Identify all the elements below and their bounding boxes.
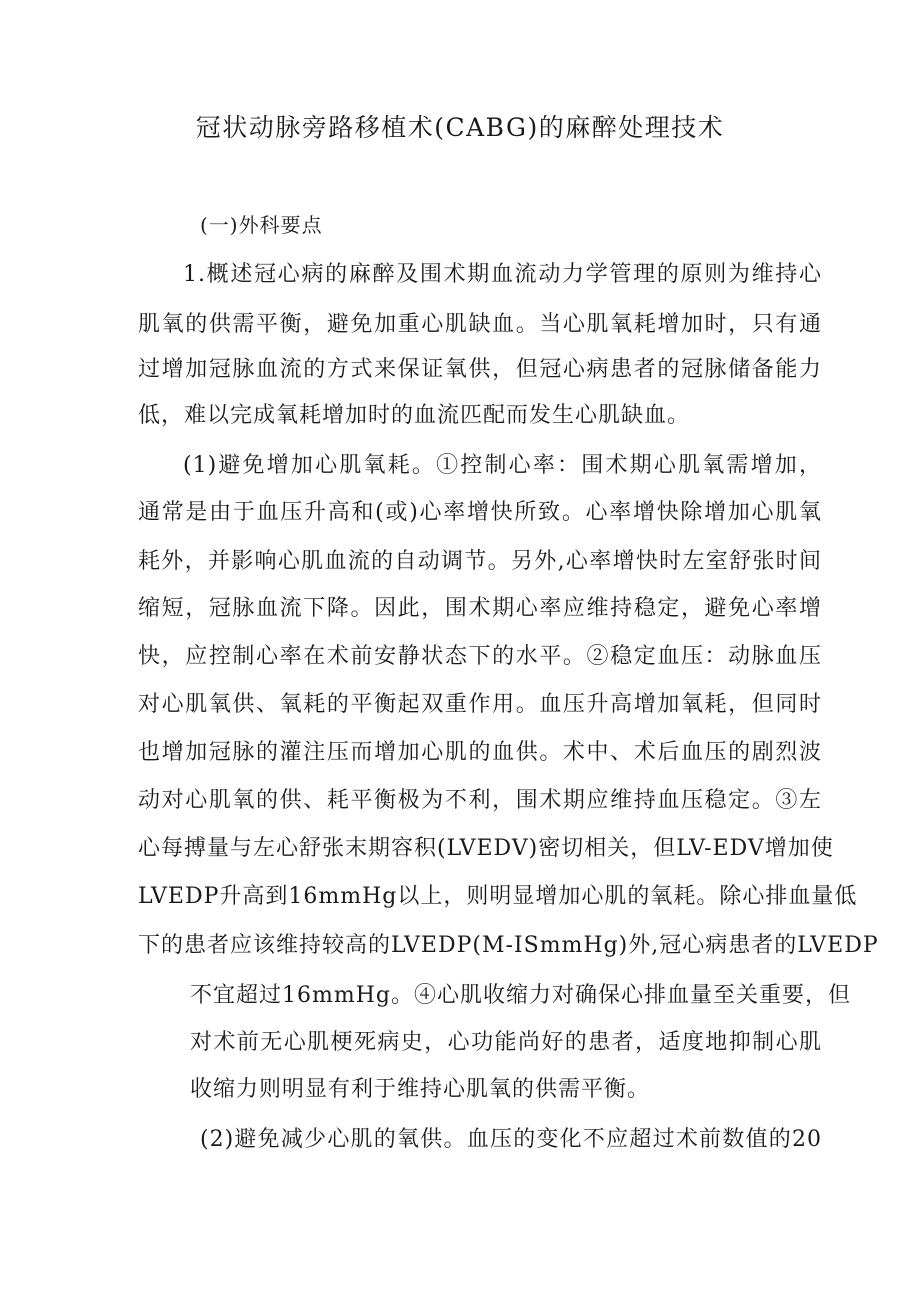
paragraph-2-line-4: 缩短，冠脉血流下降。因此，围术期心率应维持稳定，避免心率增: [138, 596, 822, 621]
paragraph-3-line-1: (2)避免减少心肌的氧供。血压的变化不应超过术前数值的20: [200, 1127, 822, 1152]
document-title: 冠状动脉旁路移植术(CABG)的麻醉处理技术: [195, 113, 725, 142]
paragraph-1-line-1: 1.概述冠心病的麻醉及围术期血流动力学管理的原则为维持心: [183, 262, 822, 287]
paragraph-1-line-3: 过增加冠脉血流的方式来保证氧供，但冠心病患者的冠脉储备能力: [138, 357, 822, 382]
paragraph-2-line-8: 动对心肌氧的供、耗平衡极为不利，围术期应维持血压稳定。③左: [138, 788, 822, 813]
paragraph-2-line-11: 下的患者应该维持较高的LVEDP(M-ISmmHg)外,冠心病患者的LVEDP: [138, 933, 879, 958]
paragraph-2-line-9: 心每搏量与左心舒张末期容积(LVEDV)密切相关，但LV-EDV增加使: [138, 836, 834, 861]
paragraph-2-line-1: (1)避免增加心肌氧耗。①控制心率：围术期心肌氧需增加，: [183, 453, 822, 478]
paragraph-2-line-7: 也增加冠脉的灌注压而增加心肌的血供。术中、术后血压的剧烈波: [138, 740, 822, 765]
paragraph-2-hanging-line-2: 对术前无心肌梗死病史，心功能尚好的患者，适度地抑制心肌: [190, 1030, 822, 1055]
paragraph-2-line-3: 耗外，并影响心肌血流的自动调节。另外,心率增快时左室舒张时间: [138, 549, 822, 574]
paragraph-1-line-2: 肌氧的供需平衡，避免加重心肌缺血。当心肌氧耗增加时，只有通: [138, 312, 822, 337]
section-heading: (一)外科要点: [200, 213, 323, 237]
paragraph-2-line-2: 通常是由于血压升高和(或)心率增快所致。心率增快除增加心肌氧: [138, 500, 822, 525]
paragraph-1-line-4: 低，难以完成氧耗增加时的血流匹配而发生心肌缺血。: [138, 403, 691, 428]
paragraph-2-line-10: LVEDP升高到16mmHg以上，则明显增加心肌的氧耗。除心排血量低: [138, 884, 858, 909]
paragraph-2-hanging-line-1: 不宜超过16mmHg。④心肌收缩力对确保心排血量至关重要，但: [190, 983, 851, 1008]
paragraph-2-line-5: 快，应控制心率在术前安静状态下的水平。②稳定血压：动脉血压: [138, 644, 822, 669]
paragraph-2-line-6: 对心肌氧供、氧耗的平衡起双重作用。血压升高增加氧耗，但同时: [138, 692, 822, 717]
paragraph-2-hanging-line-3: 收缩力则明显有利于维持心肌氧的供需平衡。: [190, 1077, 651, 1102]
